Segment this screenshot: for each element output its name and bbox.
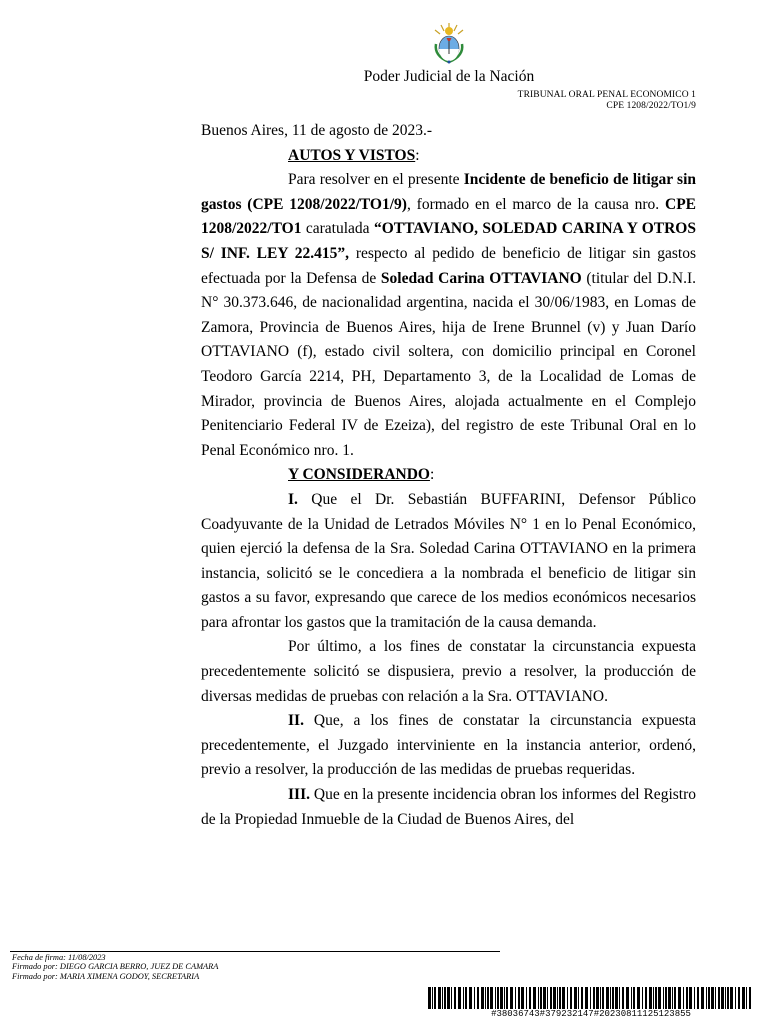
- date-line: Buenos Aires, 11 de agosto de 2023.-: [201, 122, 433, 139]
- paragraph-por-ultimo: Por último, a los fines de constatar la circunstancia expuesta precedentemente solicitó se dispusiera, previo a resolver, la producción de diversas medidas de pruebas con relación a la Sra. OTTAVIANO.: [201, 638, 696, 705]
- case-reference: CPE 1208/2022/TO1/9: [606, 101, 696, 111]
- paragraph-intro: Para resolver en el presente Incidente de beneficio de litigar sin gastos (CPE 1208/2022/TO1/9), formado en el marco de la causa nro. CPE 1208/2022/TO1 caratulada “OTTAVIANO, SOLEDAD CARINA Y OTROS S/ INF. LEY 22.415”, respecto al pedido de beneficio de litigar sin gastos efectuada por la Defensa de Soledad Carina OTTAVIANO (titular del D.N.I. N° 30.373.646, de nacionalidad argentina, nacida el 30/06/1983, en Lomas de Zamora, Provincia de Buenos Aires, hija de Irene Brunnel (v) y Juan Darío OTTAVIANO (f), estado civil soltera, con domicilio principal en Coronel Teodoro García 2214, PH, Departamento 3, de la Localidad de Lomas de Mirador, provincia de Buenos Aires, alojada actualmente en el Complejo Penitenciario Federal IV de Ezeiza), del registro de este Tribunal Oral en lo Penal Económico nro. 1.: [201, 171, 696, 459]
- signer-judge: Firmado por: DIEGO GARCIA BERRO, JUEZ DE CAMARA: [12, 962, 219, 972]
- national-coat-of-arms-icon: [428, 22, 470, 64]
- resolution-body: [201, 119, 696, 832]
- barcode-icon: [428, 987, 754, 1009]
- signature-date: Fecha de firma: 11/08/2023: [12, 953, 106, 962]
- paragraph-ii: II. Que, a los fines de constatar la circunstancia expuesta precedentemente, el Juzgado interviniente en la instancia anterior, ordenó, previo a resolver, la producción de las medidas de pruebas requeridas.: [201, 712, 696, 779]
- signature-block: [12, 953, 218, 981]
- court-name: TRIBUNAL ORAL PENAL ECONOMICO 1: [517, 90, 696, 100]
- paragraph-iii: III. Que en la presente incidencia obran los informes del Registro de la Propiedad Inmueble de la Ciudad de Buenos Aires, del: [201, 786, 696, 828]
- barcode-number: #38036743#379232147#20230811125123855: [491, 1009, 691, 1019]
- organization-title: Poder Judicial de la Nación: [363, 68, 535, 85]
- section-heading-autos: AUTOS Y VISTOS:: [288, 146, 420, 164]
- paragraph-i: I. Que el Dr. Sebastián BUFFARINI, Defensor Público Coadyuvante de la Unidad de Letrados Móviles N° 1 en lo Penal Económico, quien ejerció la defensa de la Sra. Soledad Carina OTTAVIANO en la primera instancia, solicitó se le concediera a la nombrada el beneficio de litigar sin gastos a su favor, expresando que carece de los medios económicos necesarios para afrontar los gastos que la tramitación de la causa demanda.: [201, 490, 696, 631]
- signature-divider: [10, 951, 500, 952]
- section-heading-considerando: Y CONSIDERANDO:: [288, 466, 435, 484]
- signer-secretary: Firmado por: MARIA XIMENA GODOY, SECRETARIA: [12, 971, 200, 981]
